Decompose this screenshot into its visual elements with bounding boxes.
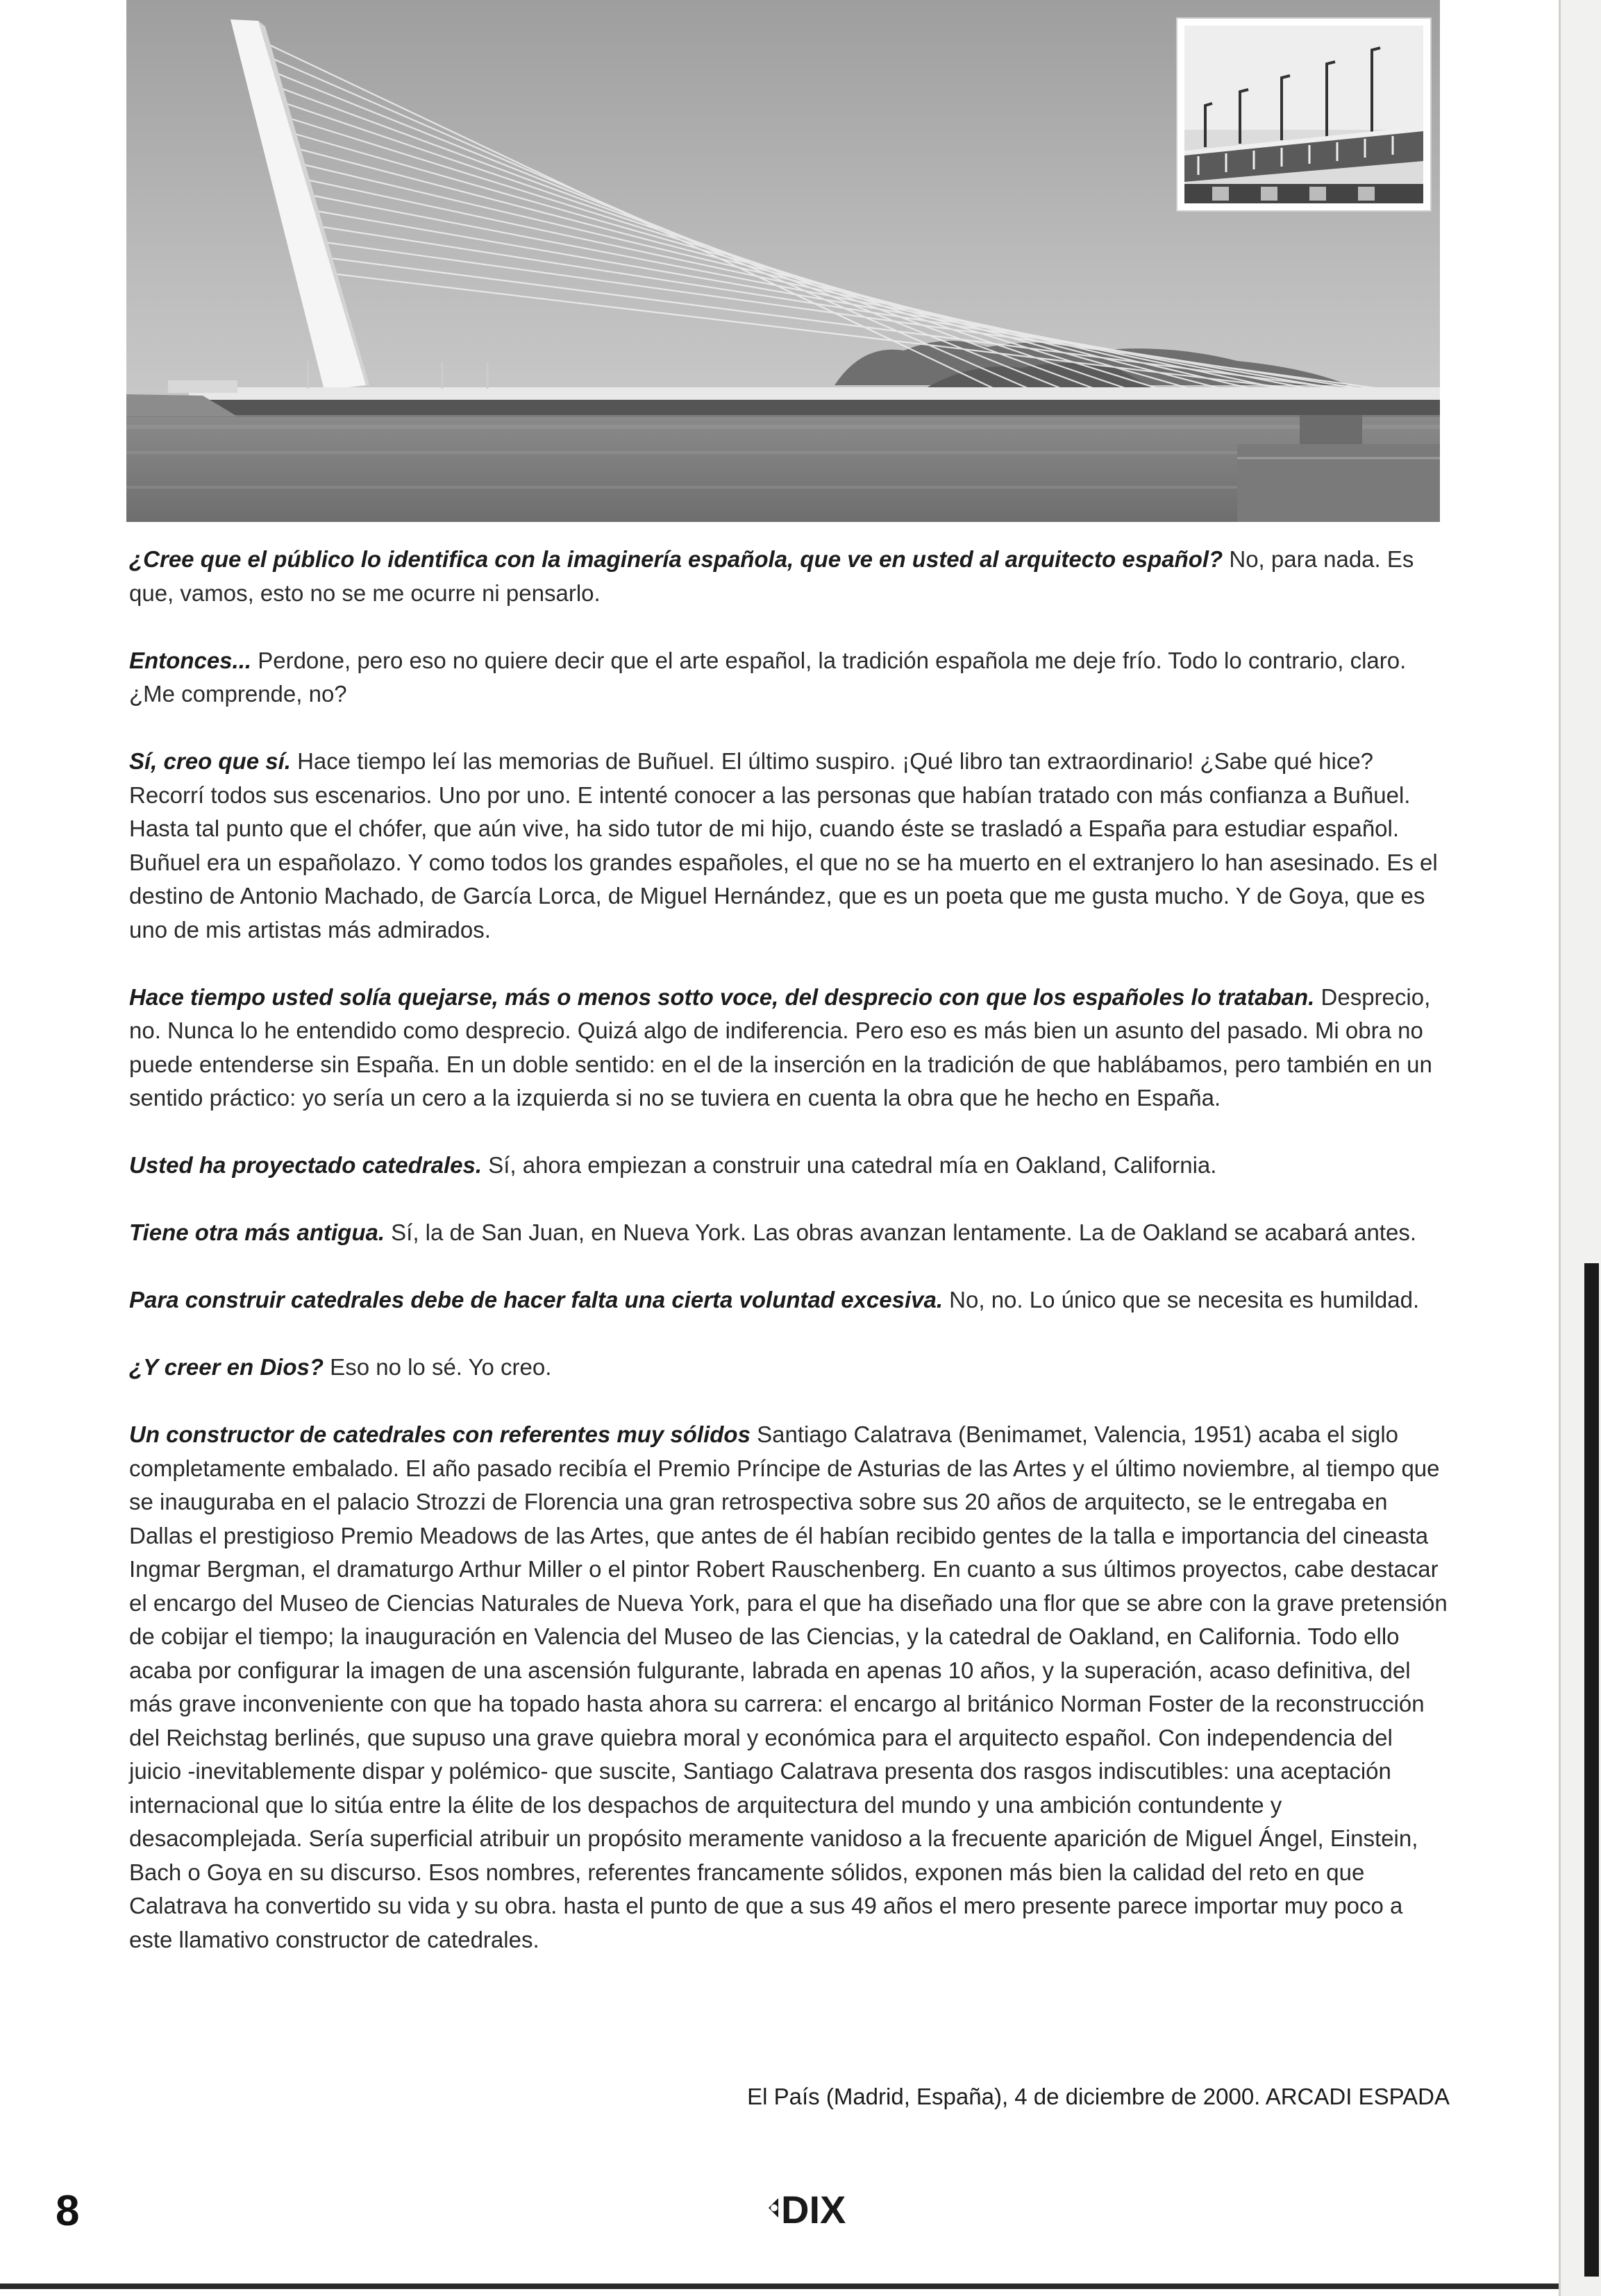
question: Entonces... bbox=[129, 647, 252, 673]
paragraph bbox=[129, 1418, 1450, 1957]
answer: Eso no lo sé. Yo creo. bbox=[324, 1354, 552, 1380]
page-bottom-border bbox=[0, 2284, 1559, 2289]
page-number: 8 bbox=[56, 2187, 80, 2235]
paragraph bbox=[129, 1283, 1450, 1317]
body-text: Santiago Calatrava (Benimamet, Valencia, 1951) acaba el siglo completamente embalado. El año pasado recibía el Premio Príncipe de Asturias de las Artes y el último noviembre, al tiempo que se inauguraba en el palacio Strozzi de Florencia una gran retrospectiva sobre sus 20 años de arquitecto, se le entregaba en Dallas el prestigioso Premio Meadows de las Artes, que antes de él habían recibido gentes de la talla e importancia del cineasta Ingmar Bergman, el dramaturgo Arthur Miller o el pintor Robert Rauschenberg. En cuanto a sus últimos proyectos, cabe destacar el encargo del Museo de Ciencias Naturales de Nueva York, para el que ha diseñado una flor que se abre con la grave pretensión de cobijar el tiempo; la inauguración en Valencia del Museo de las Ciencias, y la catedral de Oakland, en California. Todo ello acaba por configurar la imagen de una ascensión fulgurante, labrada en apenas 10 años, y la superación, acaso definitiva, del más grave inconveniente con que ha topado hasta ahora su carrera: el encargo al británico Norman Foster de la reconstrucción del Reichstag berlinés, que supuso una grave quiebra moral y económica para el arquitecto español. Con independencia del juicio -inevitablemente dispar y polémico- que suscite, Santiago Calatrava presenta dos rasgos indiscutibles: una aceptación internacional que lo sitúa entre la élite de los despachos de arquitectura del mundo y una ambición contundente y desacomplejada. Sería superficial atribuir un propósito meramente vanidoso a la frecuente aparición de Miguel Ángel, Einstein, Bach o Goya en su discurso. Esos nombres, referentes francamente sólidos, exponen más bien la calidad del reto en que Calatrava ha convertido su vida y su obra. hasta el punto de que a sus 49 años el mero presente parece importar muy poco a este llamativo constructor de catedrales. bbox=[129, 1421, 1448, 1952]
question: Tiene otra más antigua. bbox=[129, 1219, 385, 1245]
answer: No, no. Lo único que se necesita es humildad. bbox=[943, 1287, 1420, 1312]
logo-text: DIX bbox=[781, 2188, 846, 2231]
paragraph bbox=[129, 981, 1450, 1115]
source-credit: El País (Madrid, España), 4 de diciembre de 2000. ARCADI ESPADA bbox=[747, 2084, 1450, 2109]
article-body bbox=[129, 543, 1450, 1991]
answer: Sí, ahora empiezan a construir una catedral mía en Oakland, California. bbox=[482, 1152, 1217, 1178]
paragraph bbox=[129, 1216, 1450, 1250]
paragraph bbox=[129, 543, 1450, 610]
inset-photo bbox=[1176, 17, 1432, 212]
bridge-photo bbox=[126, 0, 1440, 522]
section-heading: Un constructor de catedrales con referentes muy sólidos bbox=[129, 1421, 751, 1447]
paragraph bbox=[129, 644, 1450, 711]
answer: Sí, la de San Juan, en Nueva York. Las obras avanzan lentamente. La de Oakland se acabará antes. bbox=[385, 1219, 1416, 1245]
question: Hace tiempo usted solía quejarse, más o menos sotto voce, del desprecio con que los españoles lo trataban. bbox=[129, 984, 1315, 1010]
answer: Desprecio, no. Nunca lo he entendido como desprecio. Quizá algo de indiferencia. Pero eso es más bien un asunto del pasado. Mi obra no puede entenderse sin España. En un doble sentido: en el de la inserción en la tradición de que hablábamos, pero también en un sentido práctico: yo sería un cero a la izquierda si no se tuviera en cuenta la obra que he hecho en España. bbox=[129, 984, 1432, 1111]
answer: Perdone, pero eso no quiere decir que el arte español, la tradición española me deje frío. Todo lo contrario, claro. ¿Me comprende, no? bbox=[129, 647, 1407, 707]
facing-page-dark-strip bbox=[1584, 1263, 1599, 2277]
answer: Hace tiempo leí las memorias de Buñuel. El último suspiro. ¡Qué libro tan extraordinario! ¿Sabe qué hice? Recorrí todos sus escenarios. Uno por uno. E intenté conocer a las personas que habían tratado con más confianza a Buñuel. Hasta tal punto que el chófer, que aún vive, ha sido tutor de mi hijo, cuando éste se trasladó a España para estudiar español. Buñuel era un españolazo. Y como todos los grandes españoles, el que no se ha muerto en el extranjero lo han asesinado. Es el destino de Antonio Machado, de García Lorca, de Miguel Hernández, que es un poeta que me gusta mucho. Y de Goya, que es uno de mis artistas más admirados. bbox=[129, 748, 1438, 943]
question: ¿Cree que el público lo identifica con la imaginería española, que ve en usted al arquitecto español? bbox=[129, 546, 1223, 572]
question: Usted ha proyectado catedrales. bbox=[129, 1152, 483, 1178]
question: Para construir catedrales debe de hacer falta una cierta voluntad excesiva. bbox=[129, 1287, 944, 1312]
paragraph bbox=[129, 745, 1450, 947]
question: Sí, creo que sí. bbox=[129, 748, 291, 774]
question: ¿Y creer en Dios? bbox=[129, 1354, 324, 1380]
dix-logo bbox=[753, 2180, 846, 2236]
paragraph bbox=[129, 1149, 1450, 1183]
paragraph bbox=[129, 1351, 1450, 1385]
answer: No, para nada. Es que, vamos, esto no se me ocurre ni pensarlo. bbox=[129, 546, 1414, 606]
